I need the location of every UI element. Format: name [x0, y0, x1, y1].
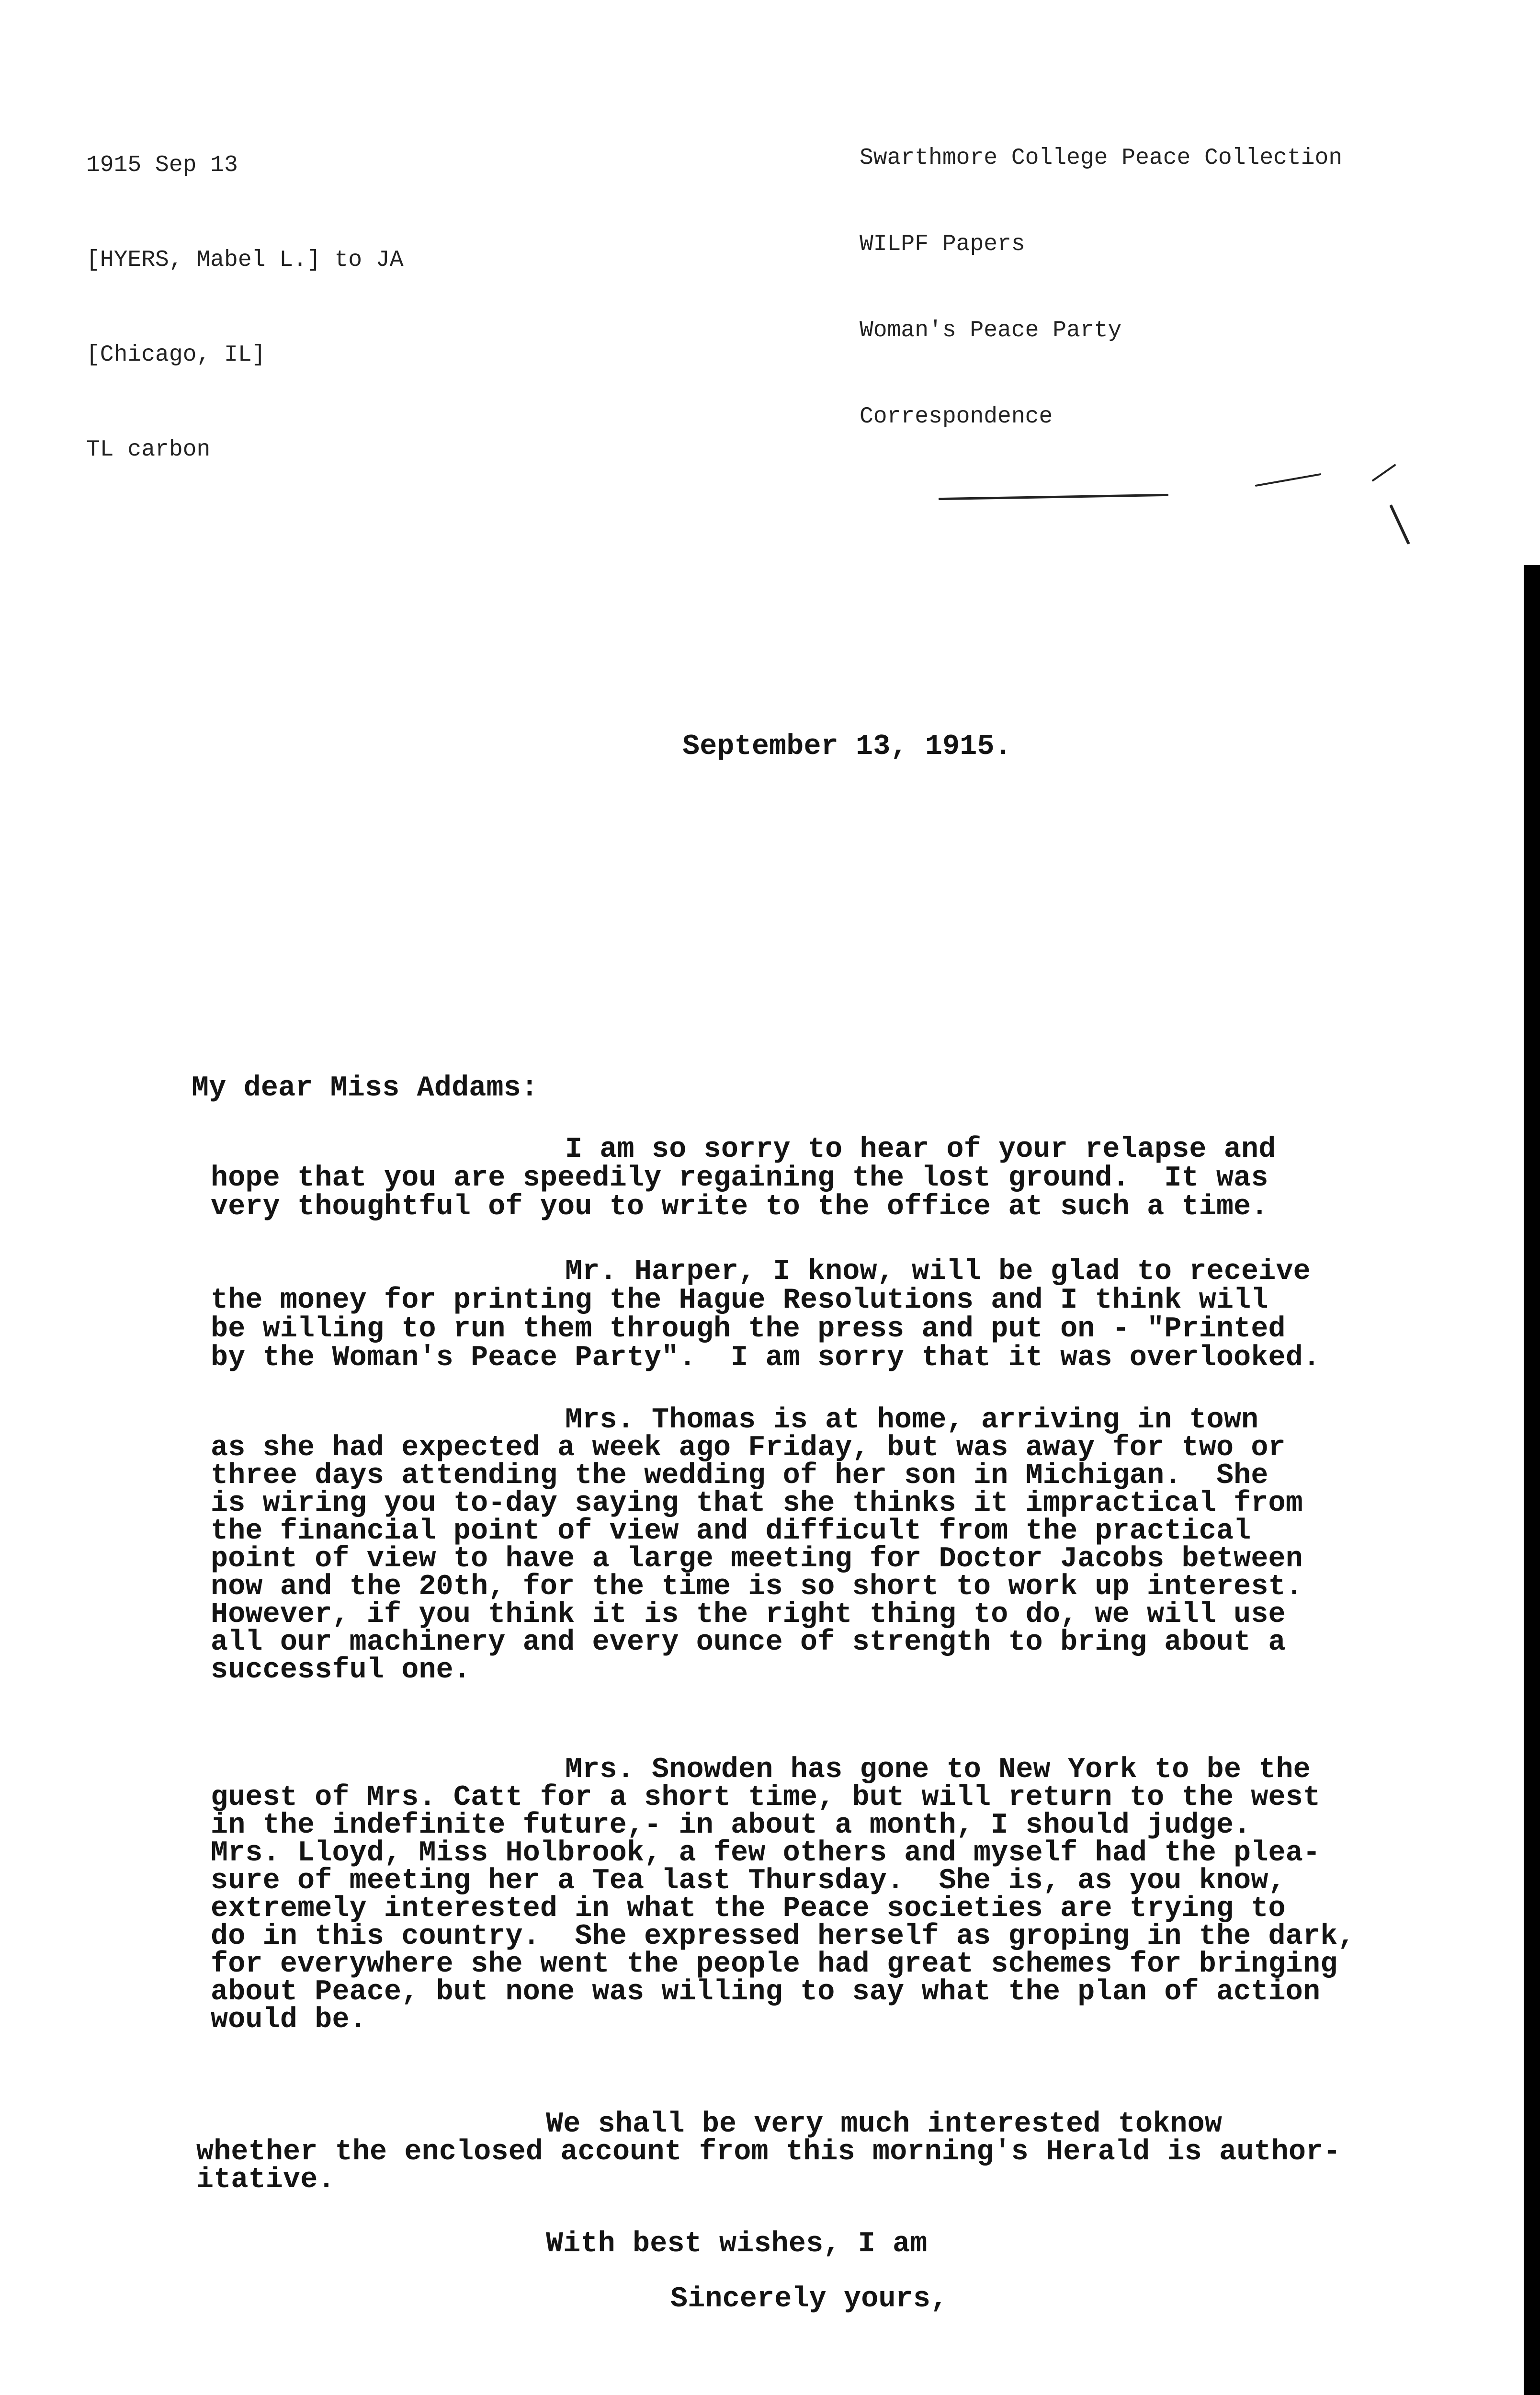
catalog-series: Correspondence [860, 404, 1053, 430]
paragraph-line: successful one. [211, 1654, 471, 1687]
catalog-organization: Woman's Peace Party [860, 318, 1122, 343]
paragraph-line: Mrs. Thomas is at home, arriving in town [565, 1404, 1259, 1437]
scan-smudge [1371, 464, 1396, 482]
paragraph-line: by the Woman's Peace Party". I am sorry that it was overlooked. [211, 1342, 1321, 1374]
letter-sign-off: Sincerely yours, [670, 2283, 948, 2315]
letter-salutation: My dear Miss Addams: [192, 1072, 539, 1105]
catalog-place: [Chicago, IL] [86, 342, 266, 368]
scan-right-edge [1524, 565, 1540, 2395]
paragraph-line: very thoughtful of you to write to the office at such a time. [211, 1191, 1268, 1223]
paragraph-line: However, if you think it is the right thing to do, we will use [211, 1598, 1286, 1631]
scan-smudge [939, 494, 1168, 500]
paragraph-line: I am so sorry to hear of your relapse and [565, 1133, 1276, 1166]
catalog-papers: WILPF Papers [860, 231, 1025, 257]
paragraph-line: about Peace, but none was willing to say what the plan of action [211, 1976, 1321, 2008]
paragraph-line: would be. [211, 2004, 367, 2036]
archive-catalog-right [860, 86, 1342, 460]
letter-closing: With best wishes, I am [546, 2228, 928, 2260]
paragraph-line: Mrs. Snowden has gone to New York to be the [565, 1754, 1311, 1786]
catalog-format: TL carbon [86, 437, 211, 463]
paragraph-line: three days attending the wedding of her son in Michigan. She [211, 1460, 1268, 1492]
paragraph-line: Mr. Harper, I know, will be glad to receive [565, 1255, 1311, 1288]
paragraph-line: for everywhere she went the people had great schemes for bringing [211, 1948, 1338, 1981]
paragraph-line: be willing to run them through the press and put on - "Printed [211, 1313, 1286, 1346]
catalog-collection: Swarthmore College Peace Collection [860, 145, 1343, 171]
paragraph-line: now and the 20th, for the time is so short to work up interest. [211, 1571, 1303, 1603]
scan-smudge [1255, 473, 1322, 487]
paragraph-line: the financial point of view and difficult from the practical [211, 1515, 1251, 1548]
catalog-date: 1915 Sep 13 [86, 152, 238, 178]
catalog-correspondents: [HYERS, Mabel L.] to JA [86, 247, 404, 273]
paragraph-line: as she had expected a week ago Friday, but was away for two or [211, 1432, 1286, 1464]
paragraph-line: extremely interested in what the Peace societies are trying to [211, 1893, 1286, 1925]
paragraph-line: Mrs. Lloyd, Miss Holbrook, a few others and myself had the plea- [211, 1837, 1321, 1870]
paragraph-line: do in this country. She expressed herself as groping in the dark, [211, 1920, 1355, 1953]
paragraph-line: We shall be very much interested toknow [546, 2108, 1223, 2141]
archive-catalog-left [86, 86, 404, 497]
paragraph-line: in the indefinite future,- in about a month, I should judge. [211, 1809, 1251, 1842]
paragraph-line: sure of meeting her a Tea last Thursday. She is, as you know, [211, 1865, 1286, 1897]
paragraph-line: guest of Mrs. Catt for a short time, but will return to the west [211, 1781, 1321, 1814]
paragraph-line: the money for printing the Hague Resolutions and I think will [211, 1284, 1268, 1317]
paragraph-line: itative. [196, 2164, 335, 2196]
paragraph-line: point of view to have a large meeting for Doctor Jacobs between [211, 1543, 1303, 1575]
paragraph-line: is wiring you to-day saying that she thinks it impractical from [211, 1487, 1303, 1520]
paragraph-line: all our machinery and every ounce of strength to bring about a [211, 1626, 1286, 1659]
letter-date: September 13, 1915. [682, 730, 1012, 763]
paragraph-line: hope that you are speedily regaining the lost ground. It was [211, 1162, 1268, 1195]
paragraph-line: whether the enclosed account from this morning's Herald is author- [196, 2136, 1341, 2168]
scan-smudge [1389, 504, 1410, 545]
